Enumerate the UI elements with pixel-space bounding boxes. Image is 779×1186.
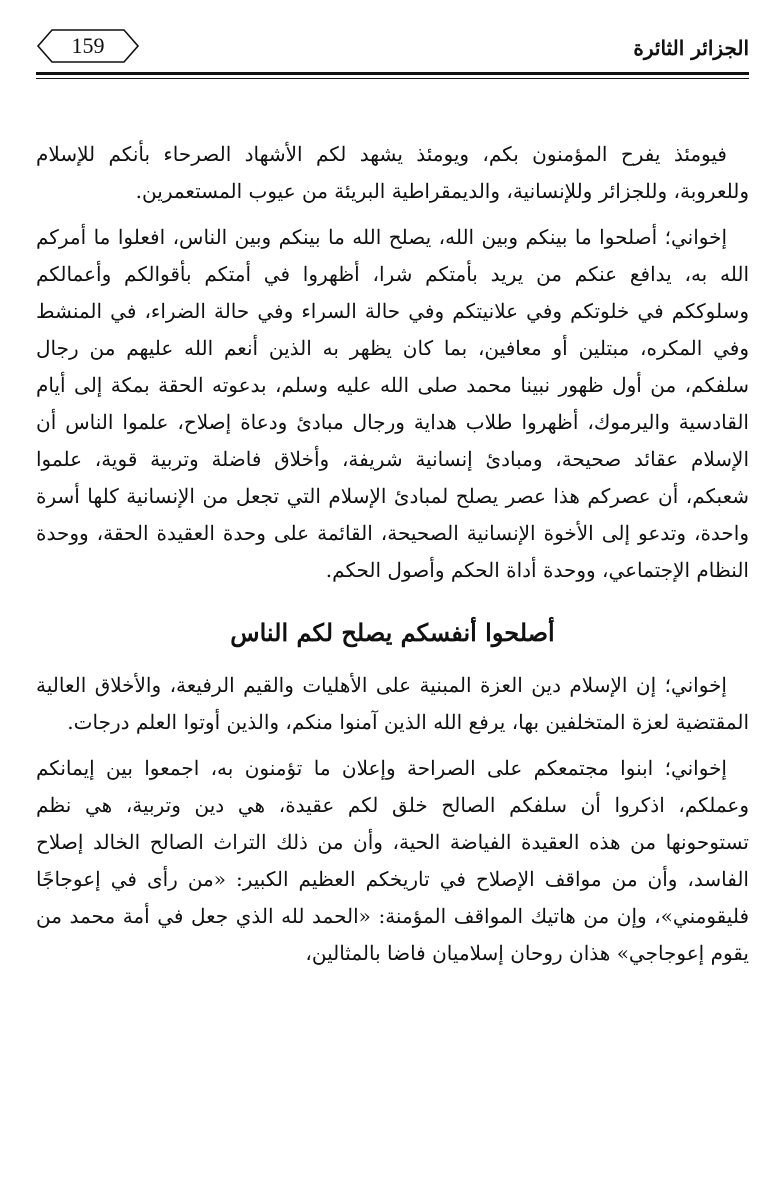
paragraph: إخواني؛ إن الإسلام دين العزة المبنية على الأهليات والقيم الرفيعة، والأخلاق العالية المقتضية لعزة المتخلفين بها، يرفع الله الذين آمنوا منكم، والذين أوتوا العلم درجات. [36,673,749,734]
paragraph: إخواني؛ أصلحوا ما بينكم وبين الله، يصلح الله ما بينكم وبين الناس، افعلوا ما أمركم الله به، يدافع عنكم من يريد بأمتكم شرا، أظهروا في أمتكم بأقوالكم وأعمالكم وسلوككم في خلوتكم وفي علانيتكم وفي حالة السراء وفي حالة الضراء، في المنشط وفي المكره، مبتلين أو معافين، بما كان يظهر به الذين أنعم الله عليهم من رجال سلفكم، من أول ظهور نبينا محمد صلى الله عليه وسلم، بدعوته الحقة بمكة إلى أيام القادسية واليرموك، أظهروا طلاب هداية ورجال مبادئ ودعاة إصلاح، علموا الناس أن الإسلام عقائد صحيحة، ومبادئ إنسانية شريفة، وأخلاق فاضلة وتربية قوية، علموا شعبكم، أن عصركم هذا عصر يصلح لمبادئ الإسلام التي تجعل من الإنسانية كلها أسرة واحدة، وتدعو إلى الأخوة الإنسانية الصحيحة، القائمة على وحدة العقيدة الحقة، ووحدة النظام الإجتماعي، ووحدة أداة الحكم وأصول الحكم. [36,225,750,582]
page-number-badge [36,28,140,64]
page-body [36,136,749,981]
page-header [36,28,749,72]
paragraph: إخواني؛ ابنوا مجتمعكم على الصراحة وإعلان ما تؤمنون به، اجمعوا بين إيمانكم وعملكم، اذكروا أن سلفكم الصالح خلق لكم عقيدة، هي دين وتربية، هي نظم تستوحونها من هذه العقيدة الفياضة الحية، وأن من ذلك التراث الصالح الخالد إصلاح الفاسد، وأن من مواقف الإصلاح في تاريخكم العظيم الكبير: «من رأى في إعوجاجًا فليقومني»، وإن من هاتيك المواقف المؤمنة: «الحمد لله الذي جعل في أمة محمد من يقوم إعوجاجي» هذان روحان إسلاميان فاضا بالمثالين، [36,756,749,965]
page-number: 159 [71,33,105,58]
running-title: الجزائر الثائرة [633,36,749,60]
section-heading: أصلحوا أنفسكم يصلح لكم الناس [230,618,555,647]
header-rule-thin [36,78,749,79]
header-rule-thick [36,72,749,75]
paragraph: فيومئذ يفرح المؤمنون بكم، ويومئذ يشهد لكم الأشهاد الصرحاء بأنكم للإسلام وللعروبة، وللجزائر وللإنسانية، والديمقراطية البريئة من عيوب المستعمرين. [36,142,749,203]
